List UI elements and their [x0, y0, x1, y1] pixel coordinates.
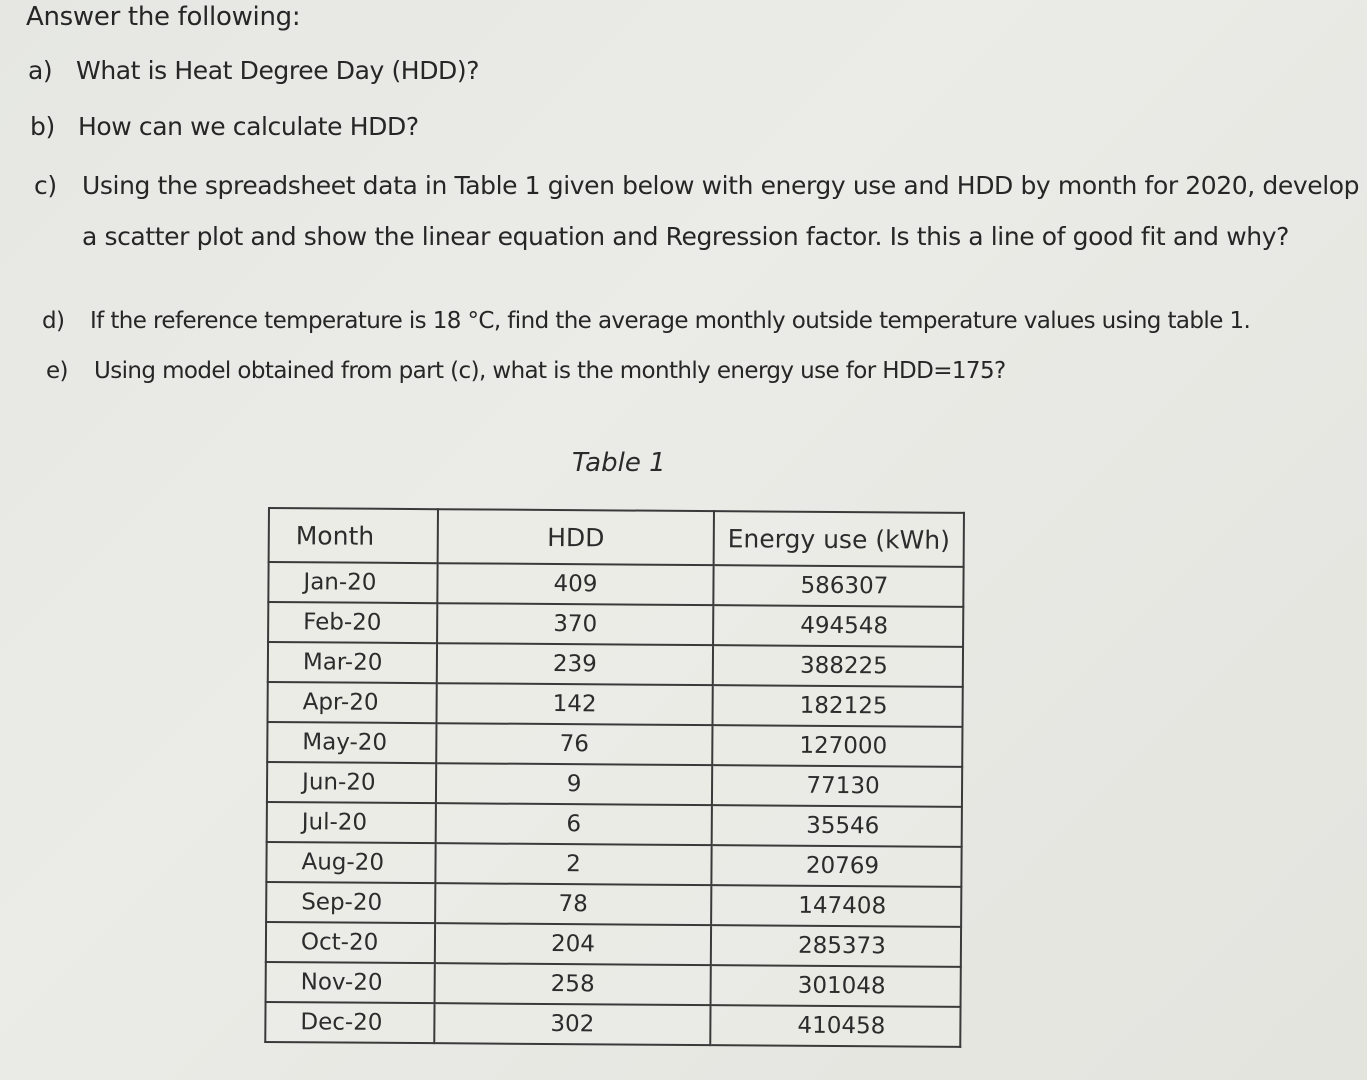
cell-month: Feb-20 — [268, 602, 437, 643]
cell-month: Dec-20 — [265, 1002, 434, 1043]
table-row — [266, 962, 961, 1007]
cell-hdd: 302 — [434, 1003, 710, 1045]
table-row — [267, 802, 962, 847]
question-e — [46, 358, 1006, 384]
cell-hdd: 239 — [437, 643, 713, 685]
cell-hdd: 409 — [437, 563, 713, 605]
cell-month: Jan-20 — [268, 562, 437, 603]
cell-hdd: 258 — [435, 963, 711, 1005]
cell-energy: 35546 — [712, 805, 962, 847]
question-text: How can we calculate HDD? — [78, 112, 419, 141]
cell-month: Jul-20 — [267, 802, 436, 843]
cell-month: Nov-20 — [266, 962, 435, 1003]
cell-hdd: 142 — [436, 683, 712, 725]
question-letter: e) — [46, 358, 68, 384]
cell-hdd: 78 — [435, 883, 711, 925]
cell-hdd: 9 — [436, 763, 712, 805]
question-b — [30, 112, 419, 141]
question-text: If the reference temperature is 18 °C, find the average monthly outside temperature values using table 1. — [90, 308, 1251, 334]
cell-energy: 182125 — [712, 685, 962, 727]
table-row — [266, 922, 961, 967]
question-letter: b) — [30, 112, 55, 141]
question-letter: d) — [42, 308, 65, 334]
cell-hdd: 76 — [436, 723, 712, 765]
header-energy-use: Energy use (kWh) — [714, 511, 964, 567]
cell-month: Sep-20 — [266, 882, 435, 923]
header-hdd: HDD — [438, 509, 714, 565]
question-text: Using the spreadsheet data in Table 1 given below with energy use and HDD by month for 2020, develop a scatter plot and show the linear equation and Regression factor. Is this a line of good fit and why? — [82, 171, 1360, 251]
cell-month: Aug-20 — [266, 842, 435, 883]
table-row — [268, 602, 963, 647]
cell-hdd: 204 — [435, 923, 711, 965]
data-table — [264, 507, 965, 1048]
table-row — [268, 642, 963, 687]
cell-energy: 147408 — [711, 885, 961, 927]
cell-energy: 494548 — [713, 605, 963, 647]
cell-energy: 285373 — [711, 925, 961, 967]
cell-energy: 127000 — [712, 725, 962, 767]
cell-hdd: 2 — [435, 843, 711, 885]
table-row — [266, 842, 961, 887]
table-header-row — [269, 508, 964, 567]
table-row — [267, 762, 962, 807]
cell-hdd: 370 — [437, 603, 713, 645]
header-month: Month — [269, 508, 438, 563]
cell-month: Mar-20 — [268, 642, 437, 683]
instructions-heading: Answer the following: — [26, 2, 301, 32]
cell-energy: 301048 — [711, 965, 961, 1007]
question-text: What is Heat Degree Day (HDD)? — [76, 56, 480, 85]
question-text: Using model obtained from part (c), what is the monthly energy use for HDD=175? — [94, 358, 1006, 384]
question-letter: c) — [34, 171, 57, 200]
cell-hdd: 6 — [436, 803, 712, 845]
table-row — [268, 562, 963, 607]
cell-month: Apr-20 — [267, 682, 436, 723]
cell-energy: 388225 — [713, 645, 963, 687]
cell-month: Jun-20 — [267, 762, 436, 803]
question-c — [34, 160, 1364, 262]
data-table-wrapper — [264, 507, 965, 1048]
table-row — [265, 1002, 960, 1047]
cell-energy: 410458 — [710, 1005, 960, 1047]
question-a — [28, 56, 479, 85]
table-row — [267, 682, 962, 727]
cell-energy: 586307 — [713, 565, 963, 607]
table-row — [266, 882, 961, 927]
cell-energy: 77130 — [712, 765, 962, 807]
cell-energy: 20769 — [711, 845, 961, 887]
table-row — [267, 722, 962, 767]
cell-month: Oct-20 — [266, 922, 435, 963]
question-letter: a) — [28, 56, 53, 85]
table-caption: Table 1 — [572, 448, 666, 478]
question-d — [42, 308, 1250, 334]
cell-month: May-20 — [267, 722, 436, 763]
